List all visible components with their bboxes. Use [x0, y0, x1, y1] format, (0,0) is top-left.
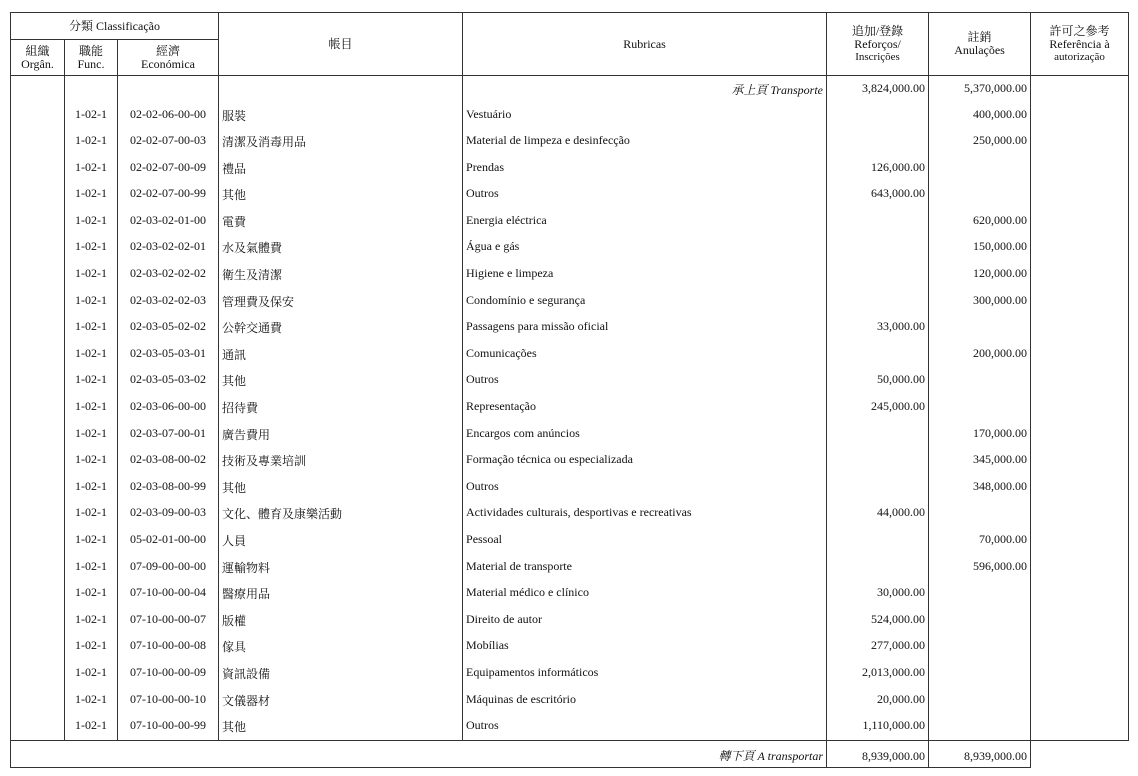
- func-code: 1-02-1: [65, 235, 118, 262]
- account-zh: 文化、體育及康樂活動: [219, 501, 463, 528]
- referencia-cell: [1031, 262, 1129, 289]
- reforcos-value: [827, 262, 929, 289]
- rubrica-pt: Prendas: [463, 156, 827, 183]
- table-row: [11, 289, 1129, 316]
- autorizacao-pt: autorização: [1054, 50, 1105, 63]
- table-row: [11, 661, 1129, 688]
- account-zh: 通訊: [219, 342, 463, 369]
- table-row: [11, 714, 1129, 741]
- referencia-cell: [1031, 182, 1129, 209]
- reforcos-header: [827, 13, 929, 76]
- rubrica-pt: Mobílias: [463, 634, 827, 661]
- referencia-cell: [1031, 661, 1129, 688]
- referencia-cell: [1031, 422, 1129, 449]
- func-code: 1-02-1: [65, 368, 118, 395]
- anulacoes-value: [929, 634, 1031, 661]
- table-header: [11, 13, 1129, 76]
- func-code: 1-02-1: [65, 501, 118, 528]
- referencia-cell: [1031, 608, 1129, 635]
- table-footer: [11, 741, 1129, 768]
- rubrica-pt: Encargos com anúncios: [463, 422, 827, 449]
- reforcos-value: [827, 209, 929, 236]
- economic-code: 02-03-07-00-01: [118, 422, 219, 449]
- anulacoes-value: 150,000.00: [929, 235, 1031, 262]
- economic-code: 07-10-00-00-99: [118, 714, 219, 741]
- organ-cell: [11, 315, 65, 342]
- organ-cell: [11, 182, 65, 209]
- reforcos-pt: Reforços/: [854, 36, 901, 51]
- account-zh: 其他: [219, 368, 463, 395]
- account-zh: 清潔及消毒用品: [219, 129, 463, 156]
- organ-cell: [11, 289, 65, 316]
- table-row: [11, 688, 1129, 715]
- anulacoes-value: 300,000.00: [929, 289, 1031, 316]
- reforcos-value: 2,013,000.00: [827, 661, 929, 688]
- func-code: 1-02-1: [65, 182, 118, 209]
- organ-header: [11, 40, 65, 76]
- anulacoes-value: 620,000.00: [929, 209, 1031, 236]
- table-row: [11, 395, 1129, 422]
- rubrica-pt: Material de transporte: [463, 555, 827, 582]
- referencia-cell: [1031, 555, 1129, 582]
- anulacoes-zh: 註銷: [967, 30, 992, 44]
- rubrica-pt: Pessoal: [463, 528, 827, 555]
- anulacoes-value: 250,000.00: [929, 129, 1031, 156]
- table-row: [11, 581, 1129, 608]
- referencia-cell: [1031, 714, 1129, 741]
- table-row: [11, 608, 1129, 635]
- rubrica-pt: Outros: [463, 182, 827, 209]
- economic-code: 02-02-07-00-99: [118, 182, 219, 209]
- referencia-cell: [1031, 501, 1129, 528]
- anulacoes-value: [929, 395, 1031, 422]
- economic-code: 02-03-02-02-02: [118, 262, 219, 289]
- transport-in-row: [11, 76, 1129, 103]
- economic-zh: 經濟: [156, 43, 181, 58]
- organ-cell: [11, 608, 65, 635]
- account-zh-header: 帳目: [219, 13, 463, 76]
- referencia-cell: [1031, 103, 1129, 130]
- economic-code: 07-10-00-00-09: [118, 661, 219, 688]
- economic-code: 07-10-00-00-08: [118, 634, 219, 661]
- reforcos-value: [827, 129, 929, 156]
- account-zh: 管理費及保安: [219, 289, 463, 316]
- rubrica-pt: Material médico e clínico: [463, 581, 827, 608]
- reforcos-value: [827, 555, 929, 582]
- func-code: 1-02-1: [65, 714, 118, 741]
- account-zh: 版權: [219, 608, 463, 635]
- table-row: [11, 422, 1129, 449]
- referencia-cell: [1031, 528, 1129, 555]
- func-code: 1-02-1: [65, 129, 118, 156]
- organ-cell: [11, 422, 65, 449]
- reforcos-value: 33,000.00: [827, 315, 929, 342]
- rubrica-pt: Condomínio e segurança: [463, 289, 827, 316]
- account-zh: 文儀器材: [219, 688, 463, 715]
- table-row: [11, 103, 1129, 130]
- economic-code: 02-03-05-03-01: [118, 342, 219, 369]
- table-row: [11, 448, 1129, 475]
- anulacoes-value: 345,000.00: [929, 448, 1031, 475]
- func-code: 1-02-1: [65, 555, 118, 582]
- table-row: [11, 182, 1129, 209]
- organ-cell: [11, 235, 65, 262]
- transport-out-row: [11, 741, 1129, 768]
- reforcos-value: 44,000.00: [827, 501, 929, 528]
- account-zh: 運輸物料: [219, 555, 463, 582]
- reforcos-value: 277,000.00: [827, 634, 929, 661]
- referencia-cell: [1031, 581, 1129, 608]
- table-row: [11, 475, 1129, 502]
- account-zh: 水及氣體費: [219, 235, 463, 262]
- account-zh: 人員: [219, 528, 463, 555]
- organ-cell: [11, 581, 65, 608]
- anulacoes-value: [929, 714, 1031, 741]
- anulacoes-value: [929, 182, 1031, 209]
- account-zh: 招待費: [219, 395, 463, 422]
- organ-cell: [11, 555, 65, 582]
- organ-zh: 組織: [25, 43, 50, 58]
- func-code: 1-02-1: [65, 688, 118, 715]
- organ-pt: Orgân.: [21, 56, 54, 71]
- func-code: 1-02-1: [65, 156, 118, 183]
- classification-header: 分類 Classificação: [11, 13, 219, 40]
- organ-cell: [11, 448, 65, 475]
- anulacoes-value: [929, 661, 1031, 688]
- referencia-cell: [1031, 156, 1129, 183]
- anulacoes-value: 348,000.00: [929, 475, 1031, 502]
- economic-code: 02-02-06-00-00: [118, 103, 219, 130]
- anulacoes-value: [929, 688, 1031, 715]
- economic-code: 02-03-05-03-02: [118, 368, 219, 395]
- account-zh: 廣告費用: [219, 422, 463, 449]
- anulacoes-value: [929, 608, 1031, 635]
- reforcos-zh: 追加/登錄: [851, 23, 904, 38]
- anulacoes-value: 170,000.00: [929, 422, 1031, 449]
- economic-code: 02-03-09-00-03: [118, 501, 219, 528]
- table-row: [11, 555, 1129, 582]
- rubrica-pt: Actividades culturais, desportivas e recreativas: [463, 501, 827, 528]
- account-zh: 服裝: [219, 103, 463, 130]
- economic-code: 07-10-00-00-10: [118, 688, 219, 715]
- referencia-cell: [1031, 315, 1129, 342]
- account-zh: 傢具: [219, 634, 463, 661]
- reforcos-value: 524,000.00: [827, 608, 929, 635]
- economic-code: 02-03-02-01-00: [118, 209, 219, 236]
- organ-cell: [11, 156, 65, 183]
- organ-cell: [11, 342, 65, 369]
- economic-code: 02-03-02-02-01: [118, 235, 219, 262]
- func-code: 1-02-1: [65, 395, 118, 422]
- func-code: 1-02-1: [65, 608, 118, 635]
- table-row: [11, 342, 1129, 369]
- rubrica-pt: Outros: [463, 368, 827, 395]
- referencia-cell: [1031, 448, 1129, 475]
- economic-code: 07-10-00-00-04: [118, 581, 219, 608]
- organ-cell: [11, 688, 65, 715]
- economic-header: [118, 40, 219, 76]
- account-zh: 資訊設備: [219, 661, 463, 688]
- rubrica-pt: Outros: [463, 714, 827, 741]
- economic-code: 02-03-05-02-02: [118, 315, 219, 342]
- table-row: [11, 262, 1129, 289]
- economic-code: 05-02-01-00-00: [118, 528, 219, 555]
- rubrica-pt: Material de limpeza e desinfecção: [463, 129, 827, 156]
- economic-code: 07-09-00-00-00: [118, 555, 219, 582]
- referencia-cell: [1031, 475, 1129, 502]
- economic-code: 02-02-07-00-09: [118, 156, 219, 183]
- table-row: [11, 235, 1129, 262]
- func-code: 1-02-1: [65, 581, 118, 608]
- anulacoes-value: [929, 368, 1031, 395]
- reforcos-value: 643,000.00: [827, 182, 929, 209]
- reforcos-value: [827, 528, 929, 555]
- organ-cell: [11, 501, 65, 528]
- organ-cell: [11, 209, 65, 236]
- anulacoes-value: [929, 315, 1031, 342]
- referencia-cell: [1031, 289, 1129, 316]
- organ-cell: [11, 103, 65, 130]
- anulacoes-value: [929, 501, 1031, 528]
- table-row: [11, 156, 1129, 183]
- transport-in-reforcos: 3,824,000.00: [827, 76, 929, 103]
- transport-in-anulacoes: 5,370,000.00: [929, 76, 1031, 103]
- transport-out-label: 轉下頁 A transportar: [11, 741, 827, 768]
- anulacoes-value: [929, 156, 1031, 183]
- reforcos-value: [827, 448, 929, 475]
- reforcos-value: 50,000.00: [827, 368, 929, 395]
- transport-out-anulacoes: 8,939,000.00: [929, 741, 1031, 768]
- rubrica-pt: Equipamentos informáticos: [463, 661, 827, 688]
- table-row: [11, 528, 1129, 555]
- func-code: 1-02-1: [65, 634, 118, 661]
- inscricoes-pt: Inscrições: [855, 50, 900, 63]
- organ-cell: [11, 262, 65, 289]
- account-zh: 衛生及清潔: [219, 262, 463, 289]
- anulacoes-value: 70,000.00: [929, 528, 1031, 555]
- budget-table: [10, 12, 1129, 768]
- account-zh: 禮品: [219, 156, 463, 183]
- referencia-cell: [1031, 368, 1129, 395]
- rubrica-pt: Outros: [463, 475, 827, 502]
- func-code: 1-02-1: [65, 209, 118, 236]
- rubrica-pt: Passagens para missão oficial: [463, 315, 827, 342]
- table-row: [11, 634, 1129, 661]
- economic-code: 02-03-08-00-99: [118, 475, 219, 502]
- economic-pt: Económica: [141, 56, 195, 71]
- rubrica-pt: Representação: [463, 395, 827, 422]
- rubrica-pt: Higiene e limpeza: [463, 262, 827, 289]
- account-zh: 醫療用品: [219, 581, 463, 608]
- economic-code: 02-03-02-02-03: [118, 289, 219, 316]
- func-code: 1-02-1: [65, 661, 118, 688]
- rubrica-pt: Comunicações: [463, 342, 827, 369]
- reforcos-value: [827, 475, 929, 502]
- reforcos-value: [827, 103, 929, 130]
- func-code: 1-02-1: [65, 448, 118, 475]
- func-code: 1-02-1: [65, 262, 118, 289]
- reforcos-value: 1,110,000.00: [827, 714, 929, 741]
- table-body: [11, 76, 1129, 741]
- referencia-cell: [1031, 342, 1129, 369]
- anulacoes-value: 120,000.00: [929, 262, 1031, 289]
- referencia-header: [1031, 13, 1129, 76]
- account-zh: 其他: [219, 475, 463, 502]
- table-row: [11, 129, 1129, 156]
- table-row: [11, 501, 1129, 528]
- organ-cell: [11, 714, 65, 741]
- reforcos-value: 126,000.00: [827, 156, 929, 183]
- func-code: 1-02-1: [65, 289, 118, 316]
- rubricas-header: Rubricas: [463, 13, 827, 76]
- referencia-cell: [1031, 235, 1129, 262]
- func-pt: Func.: [77, 56, 105, 71]
- rubrica-pt: Máquinas de escritório: [463, 688, 827, 715]
- referencia-cell: [1031, 209, 1129, 236]
- func-zh: 職能: [78, 43, 103, 58]
- economic-code: 02-03-08-00-02: [118, 448, 219, 475]
- referencia-cell: [1031, 129, 1129, 156]
- rubrica-pt: Formação técnica ou especializada: [463, 448, 827, 475]
- reforcos-value: 30,000.00: [827, 581, 929, 608]
- func-code: 1-02-1: [65, 342, 118, 369]
- func-code: 1-02-1: [65, 528, 118, 555]
- account-zh: 其他: [219, 182, 463, 209]
- economic-code: 02-03-06-00-00: [118, 395, 219, 422]
- organ-cell: [11, 528, 65, 555]
- referencia-zh: 許可之參考: [1049, 23, 1110, 38]
- account-zh: 公幹交通費: [219, 315, 463, 342]
- table-row: [11, 209, 1129, 236]
- anulacoes-pt: Anulações: [954, 43, 1005, 57]
- reforcos-value: [827, 342, 929, 369]
- referencia-cell: [1031, 395, 1129, 422]
- table-row: [11, 315, 1129, 342]
- func-header: [65, 40, 118, 76]
- table-row: [11, 368, 1129, 395]
- reforcos-value: [827, 289, 929, 316]
- func-code: 1-02-1: [65, 103, 118, 130]
- account-zh: 其他: [219, 714, 463, 741]
- referencia-cell: [1031, 688, 1129, 715]
- organ-cell: [11, 475, 65, 502]
- transport-in-label: 承上頁 Transporte: [463, 76, 827, 103]
- rubrica-pt: Vestuário: [463, 103, 827, 130]
- referencia-cell: [1031, 634, 1129, 661]
- economic-code: 02-02-07-00-03: [118, 129, 219, 156]
- anulacoes-value: 200,000.00: [929, 342, 1031, 369]
- func-code: 1-02-1: [65, 422, 118, 449]
- reforcos-value: 20,000.00: [827, 688, 929, 715]
- anulacoes-value: 400,000.00: [929, 103, 1031, 130]
- account-zh: 技術及專業培訓: [219, 448, 463, 475]
- referencia-pt: Referência à: [1049, 36, 1110, 51]
- anulacoes-header: [929, 13, 1031, 76]
- organ-cell: [11, 129, 65, 156]
- func-code: 1-02-1: [65, 475, 118, 502]
- organ-cell: [11, 395, 65, 422]
- organ-cell: [11, 634, 65, 661]
- func-code: 1-02-1: [65, 315, 118, 342]
- transport-out-reforcos: 8,939,000.00: [827, 741, 929, 768]
- rubrica-pt: Energia eléctrica: [463, 209, 827, 236]
- anulacoes-value: [929, 581, 1031, 608]
- rubrica-pt: Direito de autor: [463, 608, 827, 635]
- anulacoes-value: 596,000.00: [929, 555, 1031, 582]
- organ-cell: [11, 368, 65, 395]
- reforcos-value: [827, 235, 929, 262]
- rubrica-pt: Água e gás: [463, 235, 827, 262]
- organ-cell: [11, 661, 65, 688]
- reforcos-value: 245,000.00: [827, 395, 929, 422]
- account-zh: 電費: [219, 209, 463, 236]
- reforcos-value: [827, 422, 929, 449]
- economic-code: 07-10-00-00-07: [118, 608, 219, 635]
